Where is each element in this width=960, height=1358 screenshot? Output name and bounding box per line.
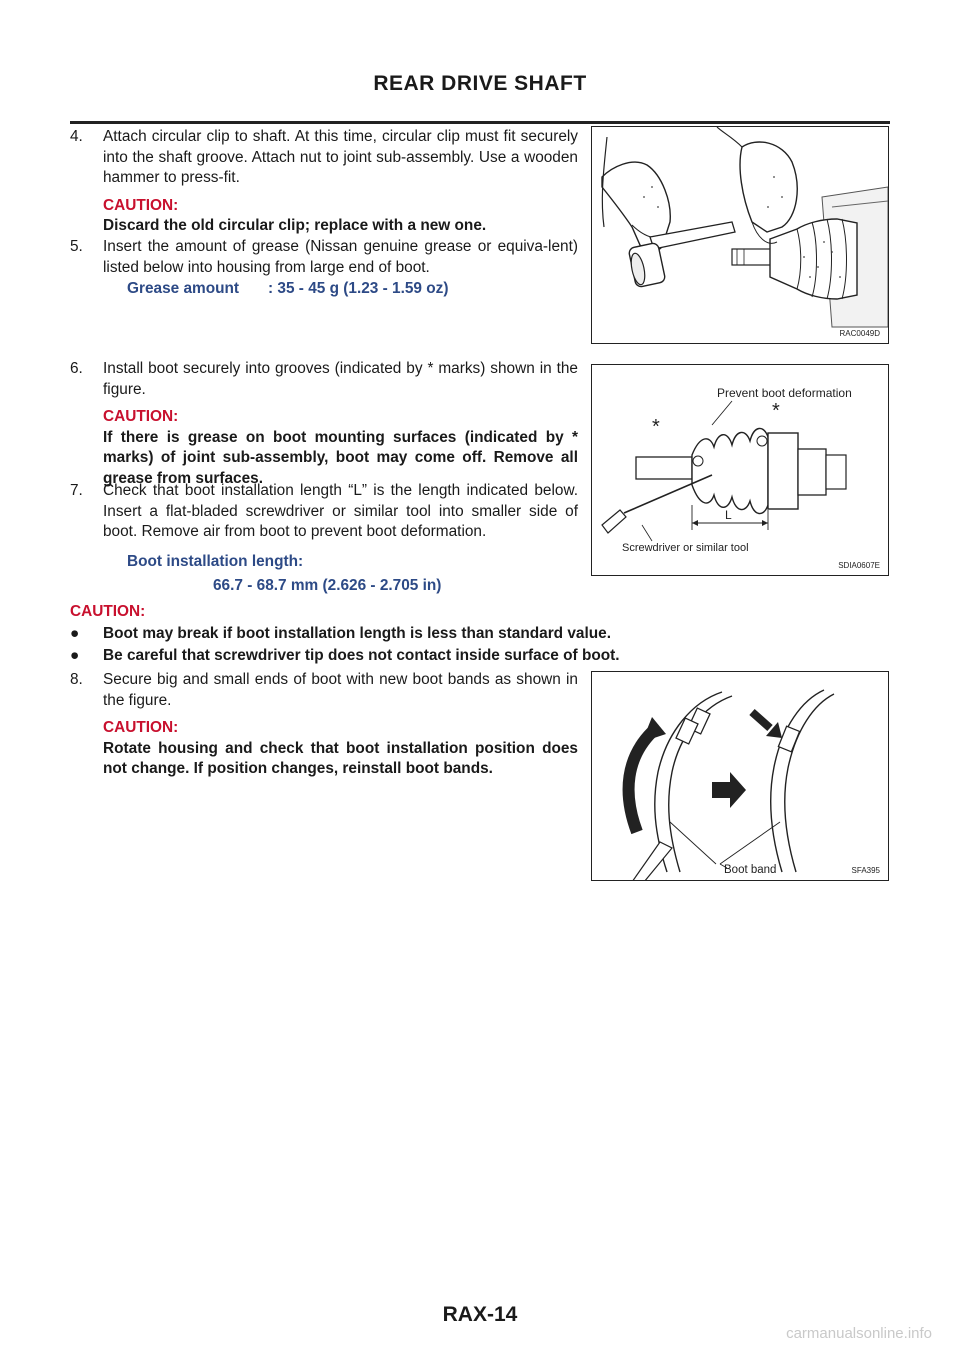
step-text: Install boot securely into grooves (indicated by * marks) shown in the figure. [103,360,578,398]
groove-mark-right: * [772,400,780,422]
figure-code: SDIA0607E [838,561,880,570]
general-caution-label: CAUTION: [70,603,146,620]
caution-label: CAUTION: [103,408,179,425]
step-text: Insert the amount of grease (Nissan genuine grease or equiva-lent) listed below into housing from large end of boot. [103,238,578,276]
page-number: RAX-14 [442,1303,518,1326]
step-number: 6. [70,360,83,377]
step-5 [70,237,578,278]
step-4 [70,127,578,237]
caution-text: Rotate housing and check that boot installation position does not change. If position changes, reinstall boot bands. [103,739,578,777]
caution-bullet [70,646,890,666]
step-number: 7. [70,482,83,499]
figure-hammer-press-fit [591,126,889,344]
step-7 [70,481,578,543]
figure-code: RAC0049D [839,329,880,338]
step-number: 4. [70,128,83,145]
boot-bands-illustration [592,672,888,880]
step-text: Check that boot installation length “L” is the length indicated below. Insert a flat-bladed screwdriver or similar tool into smaller side of boot. Remove air from boot to prevent boot deformation. [103,482,578,540]
screwdriver-label: Screwdriver or similar tool [622,542,749,554]
header-rule [70,121,890,124]
grease-amount-value: : 35 - 45 g (1.23 - 1.59 oz) [268,280,449,297]
step-number: 5. [70,238,83,255]
grease-amount-label: Grease amount [127,280,240,297]
caution-bullet-text: Be careful that screwdriver tip does not contact inside surface of boot. [103,647,620,664]
boot-length-label: Boot installation length: [127,553,304,570]
bullet-dot-icon: ● [70,625,80,642]
boot-band-label: Boot band [724,864,777,876]
caution-text: Discard the old circular clip; replace with a new one. [103,217,487,234]
step-number: 8. [70,671,83,688]
figure-boot-bands [591,671,889,881]
boot-installation-illustration [592,365,888,575]
hammer-press-fit-illustration [592,127,888,343]
caution-label: CAUTION: [103,196,179,214]
step-text: Secure big and small ends of boot with new boot bands as shown in the figure. [103,671,578,709]
dimension-l-label: L [725,508,732,522]
figure-code: SFA395 [851,866,880,875]
caution-label: CAUTION: [103,719,179,736]
step-6 [70,359,578,489]
groove-mark-left: * [652,416,660,438]
watermark: carmanualsonline.info [786,1325,932,1342]
step-8 [70,670,578,780]
step-text: Attach circular clip to shaft. At this time, circular clip must fit securely into the shaft groove. Attach nut to joint sub-assembly. Use a wooden hammer to press-fit. [103,128,578,186]
prevent-deformation-label: Prevent boot deformation [717,386,852,400]
caution-bullet [70,624,890,644]
page-title: REAR DRIVE SHAFT [373,72,587,95]
figure-boot-installation [591,364,889,576]
caution-bullet-text: Boot may break if boot installation length is less than standard value. [103,625,611,642]
bullet-dot-icon: ● [70,647,80,664]
boot-length-value: 66.7 - 68.7 mm (2.626 - 2.705 in) [213,577,442,594]
caution-text: If there is grease on boot mounting surfaces (indicated by * marks) of joint sub-assembly, boot may come off. Remove all grease from surfaces. [103,428,578,487]
